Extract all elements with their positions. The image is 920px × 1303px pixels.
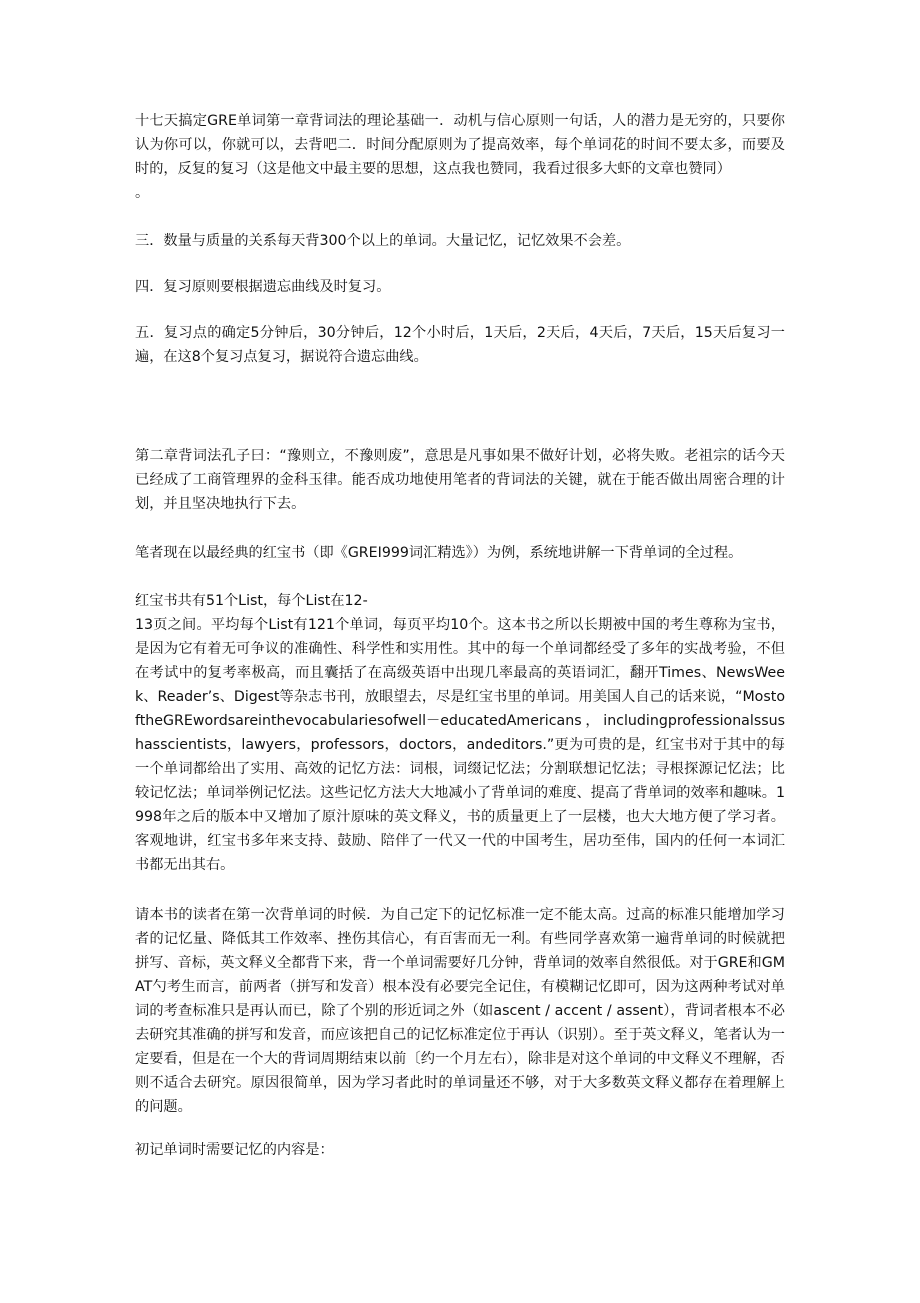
paragraph-red-book-description: 红宝书共有51个List，每个List在12- 13页之间。平均每个List有121个单词，每页平均10个。这本书之所以长期被中国的考生尊称为宝书，是因为它有着无可争议的准确性、科学性和实用性。其中的每一个单词都经受了多年的实战考验，不但在考试中的复考率极高，而且囊括了在高级英语中出现几率最高的英语词汇，翻开Times、NewsWeek、Reader’s、Digest等杂志书刊，放眼望去，尽是红宝书里的单词。用美国人自己的话来说，“MostoftheGREwordsareinthevocabulariesofwell－educatedAmericans，includingprofessionalssushasscientists，lawyers，professors，doctors，andeditors.”更为可贵的是，红宝书对于其中的每一个单词都给出了实用、高效的记忆方法：词根，词缀记忆法；分割联想记忆法；寻根探源记忆法；比较记忆法；单词举例记忆法。这些记忆方法大大地减小了背单词的难度、提高了背单词的效率和趣味。1998年之后的版本中又增加了原汁原味的英文释义，书的质量更上了一层楼，也大大地方便了学习者。客观地讲，红宝书多年来支持、鼓励、陪伴了一代又一代的中国考生，居功至伟，国内的任何一本词汇书都无出其右。 (135, 593, 785, 873)
paragraph-chapter2-intro: 第二章背词法孔子曰：“豫则立，不豫则废”，意思是凡事如果不做好计划，必将失败。老祖宗的话今天已经成了工商管理界的金科玉律。能否成功地使用笔者的背词法的关键，就在于能否做出周密合理的计划，并且坚决地执行下去。 (135, 448, 785, 512)
paragraph-review-principle: 四．复习原则要根据遗忘曲线及时复习。 (135, 279, 391, 295)
paragraph-chapter1-intro: 十七天搞定GRE单词第一章背词法的理论基础一．动机与信心原则一句话，人的潜力是无穷的，只要你认为你可以，你就可以，去背吧二．时间分配原则为了提高效率，每个单词花的时间不要太多，而要及时的，反复的复习（这是他文中最主要的思想，这点我也赞同，我看过很多大虾的文章也赞同） 。 (135, 113, 785, 201)
paragraph-quantity-quality: 三．数量与质量的关系每天背300个以上的单词。大量记忆，记忆效果不会差。 (135, 233, 631, 249)
paragraph-red-book-example: 笔者现在以最经典的红宝书（即《GREI999词汇精选》）为例，系统地讲解一下背单词的全过程。 (135, 545, 743, 561)
paragraph-memory-standard: 请本书的读者在第一次背单词的时候．为自己定下的记忆标准一定不能太高。过高的标准只能增加学习者的记忆量、降低其工作效率、挫伤其信心，有百害而无一利。有些同学喜欢第一遍背单词的时候就把拼写、音标，英文释义全都背下来，背一个单词需要好几分钟，背单词的效率自然很低。对于GRE和GMAT勺考生而言，前两者（拼写和发音）根本没有必要完全记住，有模糊记忆即可，因为这两种考试对单词的考查标准只是再认而已，除了个别的形近词之外（如ascent / accent / assent），背词者根本不必去研究其准确的拼写和发音，而应该把自己的记忆标准定位于再认（识别）。至于英文释义，笔者认为一定要看，但是在一个大的背词周期结束以前〔约一个月左右），除非是对这个单词的中文释义不理解，否则不适合去研究。原因很简单，因为学习者此时的单词量还不够，对于大多数英文释义都存在着理解上的问题。 (135, 907, 785, 1115)
paragraph-review-points: 五．复习点的确定5分钟后，30分钟后，12个小时后，1天后，2天后，4天后，7天后，15天后复习一遍，在这8个复习点复习，据说符合遗忘曲线。 (135, 325, 785, 365)
paragraph-initial-memory-content: 初记单词时需要记忆的内容是： (135, 1142, 334, 1158)
